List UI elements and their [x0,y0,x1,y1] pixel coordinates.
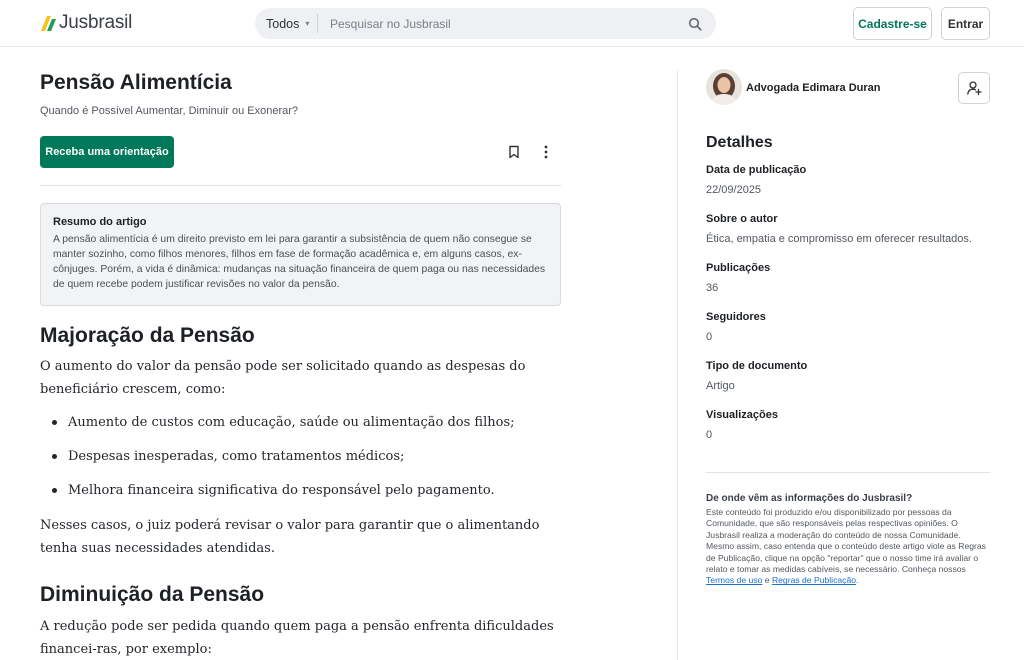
author-name[interactable]: Advogada Edimara Duran [746,82,881,94]
article-summary-box [40,203,561,306]
section2-intro: A redução pode ser pedida quando quem paga a pensão enfrenta dificuldades financei-ras, por exemplo: [40,619,554,657]
summary-title: Resumo do artigo [53,216,147,228]
jusbrasil-logo[interactable] [40,12,132,34]
section1-outro: Nesses casos, o juiz poderá revisar o valor para garantir que o alimentando tenha suas necessidades atendidas. [40,518,540,556]
detail-label-publications: Publicações [706,262,771,274]
list-item [52,483,495,498]
detail-label-views: Visualizações [706,409,778,421]
divider [706,472,990,473]
article-subtitle: Quando é Possível Aumentar, Diminuir ou Exonerar? [40,105,299,117]
publication-rules-link[interactable]: Regras de Publicação [771,575,857,586]
info-source-title: De onde vêm as informações do Jusbrasil? [706,493,913,504]
bullet-dot [52,420,57,425]
detail-value-publication-date: 22/09/2025 [706,184,762,196]
list-item-text: Despesas inesperadas, como tratamentos médicos; [68,449,405,464]
search-scope-select[interactable] [255,14,318,33]
detail-label-document-type: Tipo de documento [706,360,808,372]
get-guidance-button[interactable]: Receba uma orientação [40,136,174,168]
search-icon[interactable] [680,17,710,31]
list-item-text: Melhora financeira significativa do responsável pelo pagamento. [68,483,495,498]
info-body: Este conteúdo foi produzido e/ou disponibilizado por pessoas da Comunidade, que são responsáveis pelas respectivas opiniões. O Jusbrasil realiza a moderação do conteúdo de nossa Comunidade. Mesmo assim, caso entenda que o conteúdo deste artigo viole as Regras de Publicação, clique na opção "reportar" que o nosso time irá avaliar o relato e tomar as medidas cabíveis, se necessário. Conheça nossos [706,507,986,575]
login-button[interactable]: Entrar [941,7,990,40]
logo-mark-icon [40,15,57,32]
top-header [0,0,1024,47]
signup-button[interactable]: Cadastre-se [853,7,932,40]
details-heading: Detalhes [706,134,773,151]
bullet-dot [52,454,57,459]
list-item [52,449,404,464]
detail-label-publication-date: Data de publicação [706,164,807,176]
logo-text: Jusbrasil [59,12,133,33]
detail-value-publications: 36 [706,282,719,294]
summary-text: A pensão alimentícia é um direito previsto em lei para garantir a subsistência de quem não consegue se manter sozinho, como filhos menores, filhos em fase de formação acadêmica e, em alguns casos, ex-cônjuges. Porém, a vida é dinâmica: mudanças na situação financeira de quem paga ou nas necessidades de quem recebe podem justificar revisões no valor da pensão. [53,234,546,290]
more-vertical-icon[interactable] [537,143,554,160]
detail-label-about-author: Sobre o autor [706,213,778,225]
follow-author-button[interactable] [958,72,990,104]
divider [40,185,561,186]
section-heading-majoracao: Majoração da Pensão [40,324,255,347]
detail-value-views: 0 [706,429,713,441]
search-scope-label: Todos [266,16,300,31]
list-item [52,415,515,430]
section1-intro: O aumento do valor da pensão pode ser solicitado quando as despesas do beneficiário crescem, como: [40,359,526,397]
section-heading-diminuicao: Diminuição da Pensão [40,583,265,606]
article-title: Pensão Alimentícia [40,71,232,94]
detail-value-about-author: Ética, empatia e compromisso em oferecer resultados. [706,233,972,245]
info-source-text [706,507,990,587]
info-and: e [764,575,770,586]
detail-value-followers: 0 [706,331,713,343]
chevron-down-icon: ▾ [305,19,310,28]
terms-of-use-link[interactable]: Termos de uso [706,575,763,586]
sidebar-divider [677,70,678,660]
add-user-icon [966,80,982,96]
list-item-text: Aumento de custos com educação, saúde ou alimentação dos filhos; [68,415,515,430]
bullet-dot [52,488,57,493]
bookmark-icon[interactable] [505,143,522,160]
info-end: . [856,575,859,586]
search-bar [255,8,716,39]
detail-label-followers: Seguidores [706,311,766,323]
avatar[interactable] [706,69,742,105]
search-input[interactable] [318,8,680,39]
detail-value-document-type: Artigo [706,380,735,392]
